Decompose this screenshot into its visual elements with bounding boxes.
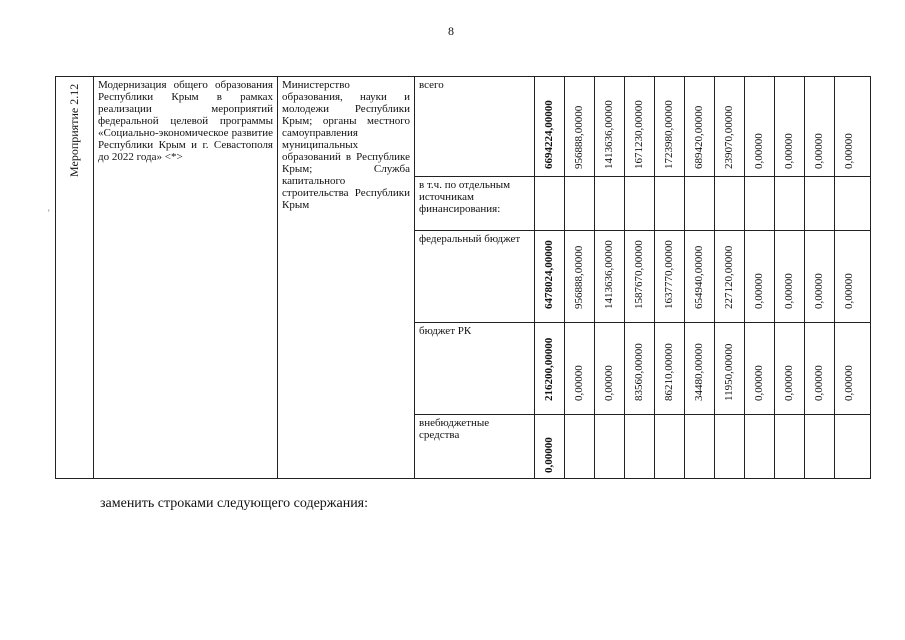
year-amount-cell — [745, 177, 775, 231]
year-amount: 227120,00000 — [723, 245, 735, 309]
year-amount-cell — [835, 415, 871, 479]
year-amount-cell — [565, 231, 595, 323]
year-amount-cell — [715, 231, 745, 323]
year-amount: 956888,00000 — [573, 105, 585, 169]
year-amount-cell — [595, 231, 625, 323]
year-amount: 83560,00000 — [633, 343, 645, 401]
year-amount-cell — [595, 415, 625, 479]
year-amount-cell — [565, 323, 595, 415]
year-amount: 0,00000 — [753, 273, 765, 309]
year-amount-cell — [835, 323, 871, 415]
year-amount-cell — [745, 415, 775, 479]
year-amount-cell — [685, 323, 715, 415]
funding-source-label: внебюджетные средства — [415, 415, 535, 479]
year-amount-cell — [625, 77, 655, 177]
year-amount-cell — [685, 77, 715, 177]
year-amount-cell — [805, 415, 835, 479]
year-amount: 0,00000 — [843, 365, 855, 401]
total-amount-cell — [535, 323, 565, 415]
measure-cell — [56, 77, 94, 479]
year-amount-cell — [655, 323, 685, 415]
funding-source-label: в т.ч. по отдельным источникам финансирования: — [415, 177, 535, 231]
year-amount-cell — [835, 177, 871, 231]
year-amount: 1637770,00000 — [663, 240, 675, 309]
year-amount-cell — [655, 177, 685, 231]
year-amount: 654940,00000 — [693, 245, 705, 309]
year-amount: 0,00000 — [813, 133, 825, 169]
year-amount-cell — [835, 231, 871, 323]
year-amount-cell — [655, 231, 685, 323]
total-amount: 216200,00000 — [543, 337, 555, 401]
funding-source-label: федеральный бюджет — [415, 231, 535, 323]
year-amount: 239070,00000 — [723, 105, 735, 169]
year-amount-cell — [595, 323, 625, 415]
year-amount-cell — [685, 177, 715, 231]
year-amount-cell — [565, 77, 595, 177]
year-amount-cell — [715, 323, 745, 415]
year-amount: 0,00000 — [783, 365, 795, 401]
year-amount-cell — [625, 177, 655, 231]
year-amount-cell — [565, 177, 595, 231]
year-amount: 1671230,00000 — [633, 100, 645, 169]
executor-cell: Министерство образования, науки и молодежи Республики Крым; органы местного самоуправления муниципальных образований в Республике Крым; Служба капитального строительства Республики Крым — [278, 77, 415, 479]
scan-mark: ' — [48, 208, 50, 218]
year-amount: 1587670,00000 — [633, 240, 645, 309]
year-amount: 34480,00000 — [693, 343, 705, 401]
year-amount: 1413636,00000 — [603, 100, 615, 169]
year-amount: 0,00000 — [603, 365, 615, 401]
year-amount: 0,00000 — [813, 273, 825, 309]
year-amount-cell — [715, 77, 745, 177]
year-amount: 0,00000 — [843, 133, 855, 169]
year-amount: 0,00000 — [753, 133, 765, 169]
page-number: 8 — [448, 24, 454, 38]
total-amount-cell — [535, 77, 565, 177]
year-amount: 0,00000 — [753, 365, 765, 401]
year-amount-cell — [595, 177, 625, 231]
funding-source-label: бюджет РК — [415, 323, 535, 415]
year-amount-cell — [745, 77, 775, 177]
year-amount: 1723980,00000 — [663, 100, 675, 169]
total-amount-cell — [535, 231, 565, 323]
replace-instruction: заменить строками следующего содержания: — [100, 496, 369, 511]
budget-row — [56, 77, 871, 177]
year-amount-cell — [685, 231, 715, 323]
total-amount: 6694224,00000 — [543, 100, 555, 169]
total-amount-cell — [535, 415, 565, 479]
year-amount-cell — [715, 415, 745, 479]
year-amount-cell — [565, 415, 595, 479]
year-amount-cell — [625, 323, 655, 415]
year-amount-cell — [775, 77, 805, 177]
year-amount: 86210,00000 — [663, 343, 675, 401]
year-amount-cell — [835, 77, 871, 177]
total-amount: 6478024,00000 — [543, 240, 555, 309]
year-amount-cell — [685, 415, 715, 479]
year-amount-cell — [655, 77, 685, 177]
year-amount-cell — [595, 77, 625, 177]
year-amount: 0,00000 — [783, 273, 795, 309]
measure-description: Модернизация общего образования Республики Крым в рамках реализации мероприятий федеральной целевой программы «Социально-экономическое развитие Республики Крым и г. Севастополя до 2022 года» <*> — [94, 77, 278, 479]
year-amount: 956888,00000 — [573, 245, 585, 309]
year-amount: 0,00000 — [573, 365, 585, 401]
year-amount-cell — [745, 231, 775, 323]
year-amount-cell — [805, 177, 835, 231]
year-amount-cell — [775, 177, 805, 231]
year-amount-cell — [745, 323, 775, 415]
year-amount-cell — [775, 415, 805, 479]
year-amount-cell — [775, 231, 805, 323]
budget-table — [55, 76, 871, 479]
year-amount-cell — [775, 323, 805, 415]
year-amount: 11950,00000 — [723, 343, 735, 401]
year-amount-cell — [655, 415, 685, 479]
year-amount-cell — [805, 77, 835, 177]
year-amount: 0,00000 — [813, 365, 825, 401]
total-amount: 0,00000 — [543, 437, 555, 473]
measure-label: Мероприятие 2.12 — [67, 83, 81, 177]
year-amount: 0,00000 — [783, 133, 795, 169]
funding-source-label: всего — [415, 77, 535, 177]
year-amount-cell — [805, 231, 835, 323]
year-amount-cell — [625, 231, 655, 323]
year-amount-cell — [715, 177, 745, 231]
total-amount-cell — [535, 177, 565, 231]
year-amount-cell — [625, 415, 655, 479]
year-amount: 1413636,00000 — [603, 240, 615, 309]
year-amount: 0,00000 — [843, 273, 855, 309]
year-amount-cell — [805, 323, 835, 415]
year-amount: 689420,00000 — [693, 105, 705, 169]
